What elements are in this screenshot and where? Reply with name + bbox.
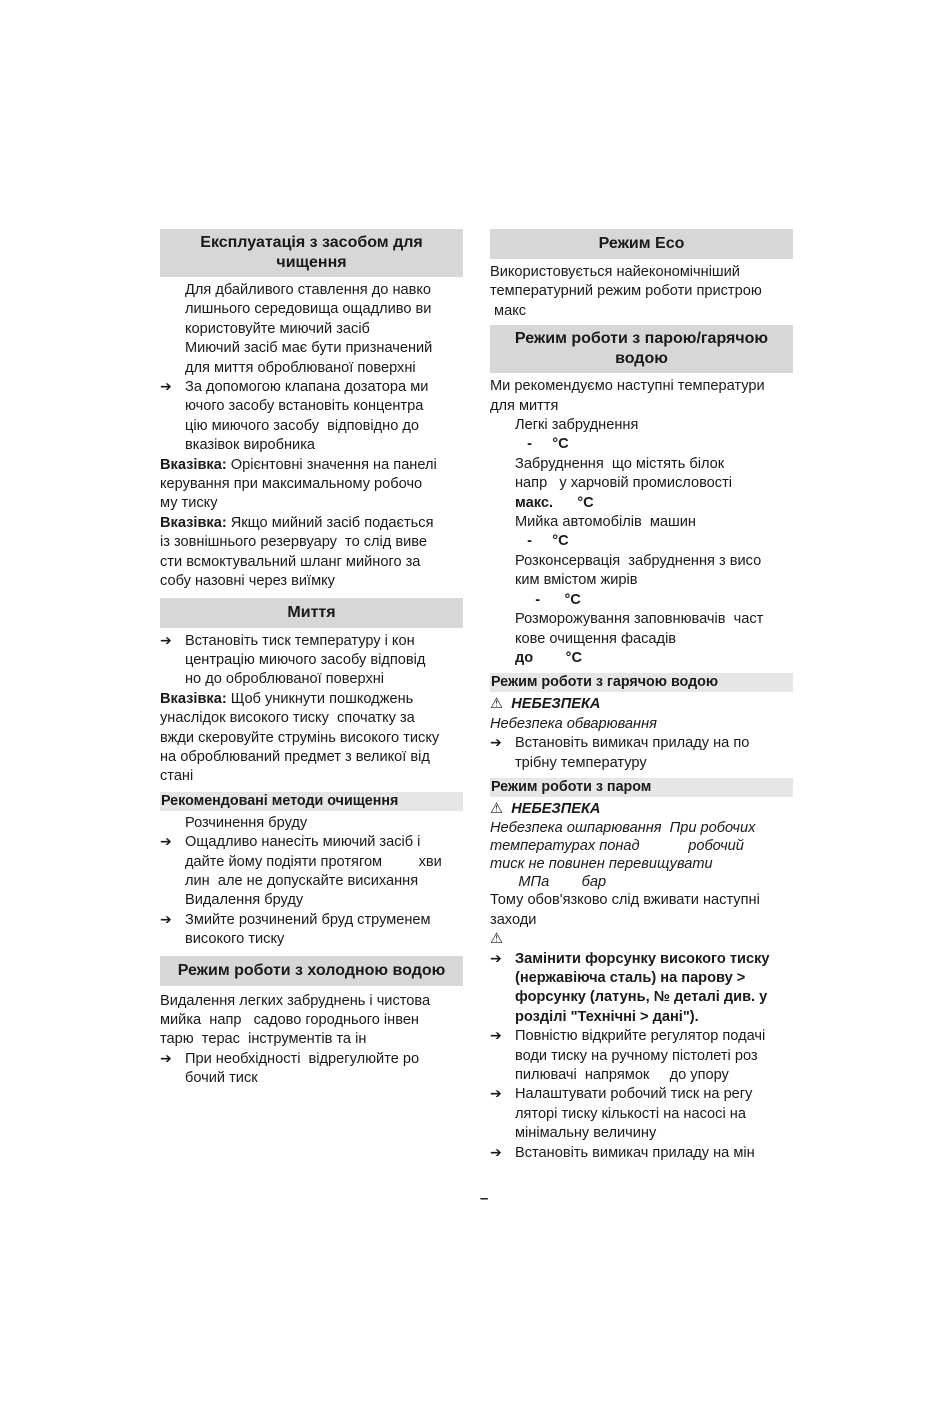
paragraph-recommended-temps [490,377,793,416]
text-line: Змийте розчинений бруд струменем [185,911,431,928]
text-line: ючого засобу встановіть концентра [185,398,424,415]
section-header-washing: Миття [160,598,463,628]
text-line: Налаштувати робочий тиск на регу [515,1086,753,1103]
subheader-steam: Режим роботи з паром [490,778,793,797]
text-line: Встановіть тиск температуру і кон [185,632,415,649]
arrow-right-icon: ➔ [490,1143,502,1160]
text-line: дайте йому подіяти протягом хви [185,853,442,870]
text-line: сти всмоктувальний шланг мийного за [160,553,421,570]
text-line: Видалення легких забруднень і чистова [160,992,431,1009]
warning-triangle-icon: ⚠ [490,696,504,713]
text-line: МПа бар [490,874,607,891]
text-line: температурний режим роботи пристрою [490,283,762,300]
danger-text: Небезпека обварювання [490,715,657,732]
note-label: Вказівка: [160,514,227,531]
danger-text [490,819,793,891]
danger-heading: ⚠ НЕБЕЗПЕКА [490,800,601,817]
instruction-open-regulator [490,1027,793,1085]
note-pressure [160,456,463,514]
section-header-cold-water: Режим роботи з холодною водою [160,956,463,986]
danger-heading: ⚠ НЕБЕЗПЕКА [490,696,601,713]
text-line: із зовнішнього резервуару то слід виве [160,534,427,551]
text-line: напр у харчовій промисловості [515,475,733,492]
text-line: Тому обов'язково слід вживати наступні [490,892,760,909]
text-line: стані [160,768,194,785]
arrow-right-icon: ➔ [490,1027,502,1044]
text-line: Ощадливо нанесіть миючий засіб і [185,834,421,851]
text-line: користовуйте миючий засіб [185,320,370,337]
text-line: но до оброблюваної поверхні [185,671,385,688]
text-line: Для дбайливого ставлення до навко [185,282,432,298]
temperature-value: - °C [515,533,569,550]
text-line: бочий тиск [185,1070,258,1087]
warning-triangle-icon: ⚠ [490,800,504,817]
text-line: заходи [490,911,537,928]
text-line: лишнього середовища ощадливо ви [185,301,432,318]
text-line: тарю терас інструментів та ін [160,1031,367,1048]
arrow-right-icon: ➔ [160,378,172,395]
page-number: – [480,1190,489,1207]
instruction-set-temperature [490,734,793,773]
text-line: Миючий засіб має бути призначений [185,340,433,357]
text-line: для миття оброблюваної поверхні [185,359,416,376]
text-line: Вказівка: Орієнтовні значення на панелі [160,456,437,473]
text-line: (нержавіюча сталь) на парову > [515,969,746,986]
instruction-replace-nozzle [490,950,793,1028]
instruction-apply-agent [160,833,463,891]
text-line: Ми рекомендуємо наступні температури [490,378,765,395]
paragraph-eco-cleaning [160,281,463,378]
text-line: мінімальну величину [515,1125,657,1142]
arrow-right-icon: ➔ [490,949,502,966]
text-line: цію миючого засобу відповідно до [185,417,420,434]
text-line: ким вмістом жирів [515,572,638,589]
temperature-value: до °C [515,649,582,666]
text-line: трібну температуру [515,754,647,771]
paragraph-measures [490,891,793,930]
temperature-list [490,416,793,668]
text-line: Легкі забруднення [515,417,639,434]
text-line: розділі "Технічні > дані"). [515,1008,699,1025]
instruction-set-switch-min [490,1144,793,1163]
text-line: кове очищення фасадів [515,630,677,647]
note-label: Вказівка: [160,456,227,473]
text-line: Видалення бруду [185,892,304,909]
text-line: Повністю відкрийте регулятор подачі [515,1028,766,1045]
text-line: Встановіть вимикач приладу на по [515,735,750,752]
text-line: Розчинення бруду [185,814,308,831]
text-line: води тиску на ручному пістолеті роз [515,1047,758,1064]
text-line: Вказівка: Якщо мийний засіб подається [160,514,434,531]
arrow-right-icon: ➔ [160,833,172,850]
text-line: центрацію миючого засобу відповід [185,651,426,668]
arrow-right-icon: ➔ [490,1085,502,1102]
instruction-set-pressure [160,632,463,690]
text-line: мийка напр садово городнього інвен [160,1012,419,1028]
text-line: При необхідності відрегулюйте ро [185,1050,420,1067]
section-header-steam-hot-water: Режим роботи з парою/гарячою водою [490,325,793,373]
arrow-right-icon: ➔ [160,910,172,927]
text-line: високого тиску [185,931,285,948]
arrow-right-icon: ➔ [490,734,502,751]
note-label: Вказівка: [160,690,227,707]
text-line: керування при максимальному робочо [160,476,423,493]
instruction-set-min-pressure [490,1085,793,1143]
text-line: для миття [490,397,559,414]
text-line: тиск не повинен перевищувати [490,856,713,873]
text-line: Вказівка: Щоб уникнути пошкоджень [160,690,414,707]
note-damage [160,690,463,787]
text-line: макс [490,302,527,319]
temperature-value: макс. °C [515,494,594,511]
right-column [490,229,793,1163]
text-line: му тиску [160,495,218,512]
text-line: Встановіть вимикач приладу на мін [515,1144,755,1161]
text-line: Забруднення що містять білок [515,455,725,472]
text-line: За допомогою клапана дозатора ми [185,379,429,396]
note-external-tank [160,514,463,592]
temperature-value: - °C [515,591,581,608]
text-line: Мийка автомобілів машин [515,514,696,531]
text-line: пилювачі напрямок до упору [515,1067,729,1083]
subheader-hot-water: Режим роботи з гарячою водою [490,673,793,692]
paragraph-cold-water [160,992,463,1050]
text-line: унаслідок високого тиску спочатку за [160,710,415,727]
text-line: Використовується найекономічніший [490,264,740,280]
text-line: на оброблюваний предмет з великої від [160,748,430,765]
instruction-adjust-pressure [160,1050,463,1089]
text-line: вжди скеровуйте струмінь високого тиску [160,729,440,746]
instruction-dosing-valve [160,378,463,456]
temperature-value: - °C [515,436,569,453]
text-line: температурах понад робочий [490,838,744,855]
section-header-eco: Режим Eco [490,229,793,259]
instruction-rinse [160,911,463,950]
text-line: Розконсервація забруднення з висо [515,552,762,569]
text-line: Розморожування заповнювачів част [515,611,764,628]
text-line: форсунку (латунь, № деталі див. у [515,989,768,1006]
arrow-right-icon: ➔ [160,631,172,648]
paragraph-eco [490,263,793,321]
warning-triangle-icon: ⚠ [490,931,504,948]
section-header-cleaning-agent: Експлуатація з засобом для чищення [160,229,463,277]
text-line: вказівок виробника [185,437,316,454]
arrow-right-icon: ➔ [160,1049,172,1066]
text-line: ляторі тиску кількості на насосі на [515,1105,746,1122]
text-line: собу назовні через виїмку [160,573,335,590]
text-line: Небезпека ошпарювання При робочих [490,820,756,837]
left-column [160,229,463,1089]
text-line: Замінити форсунку високого тиску [515,950,770,967]
text-line: лин але не допускайте висихання [185,872,419,889]
subheader-cleaning-methods: Рекомендовані методи очищення [160,792,463,811]
